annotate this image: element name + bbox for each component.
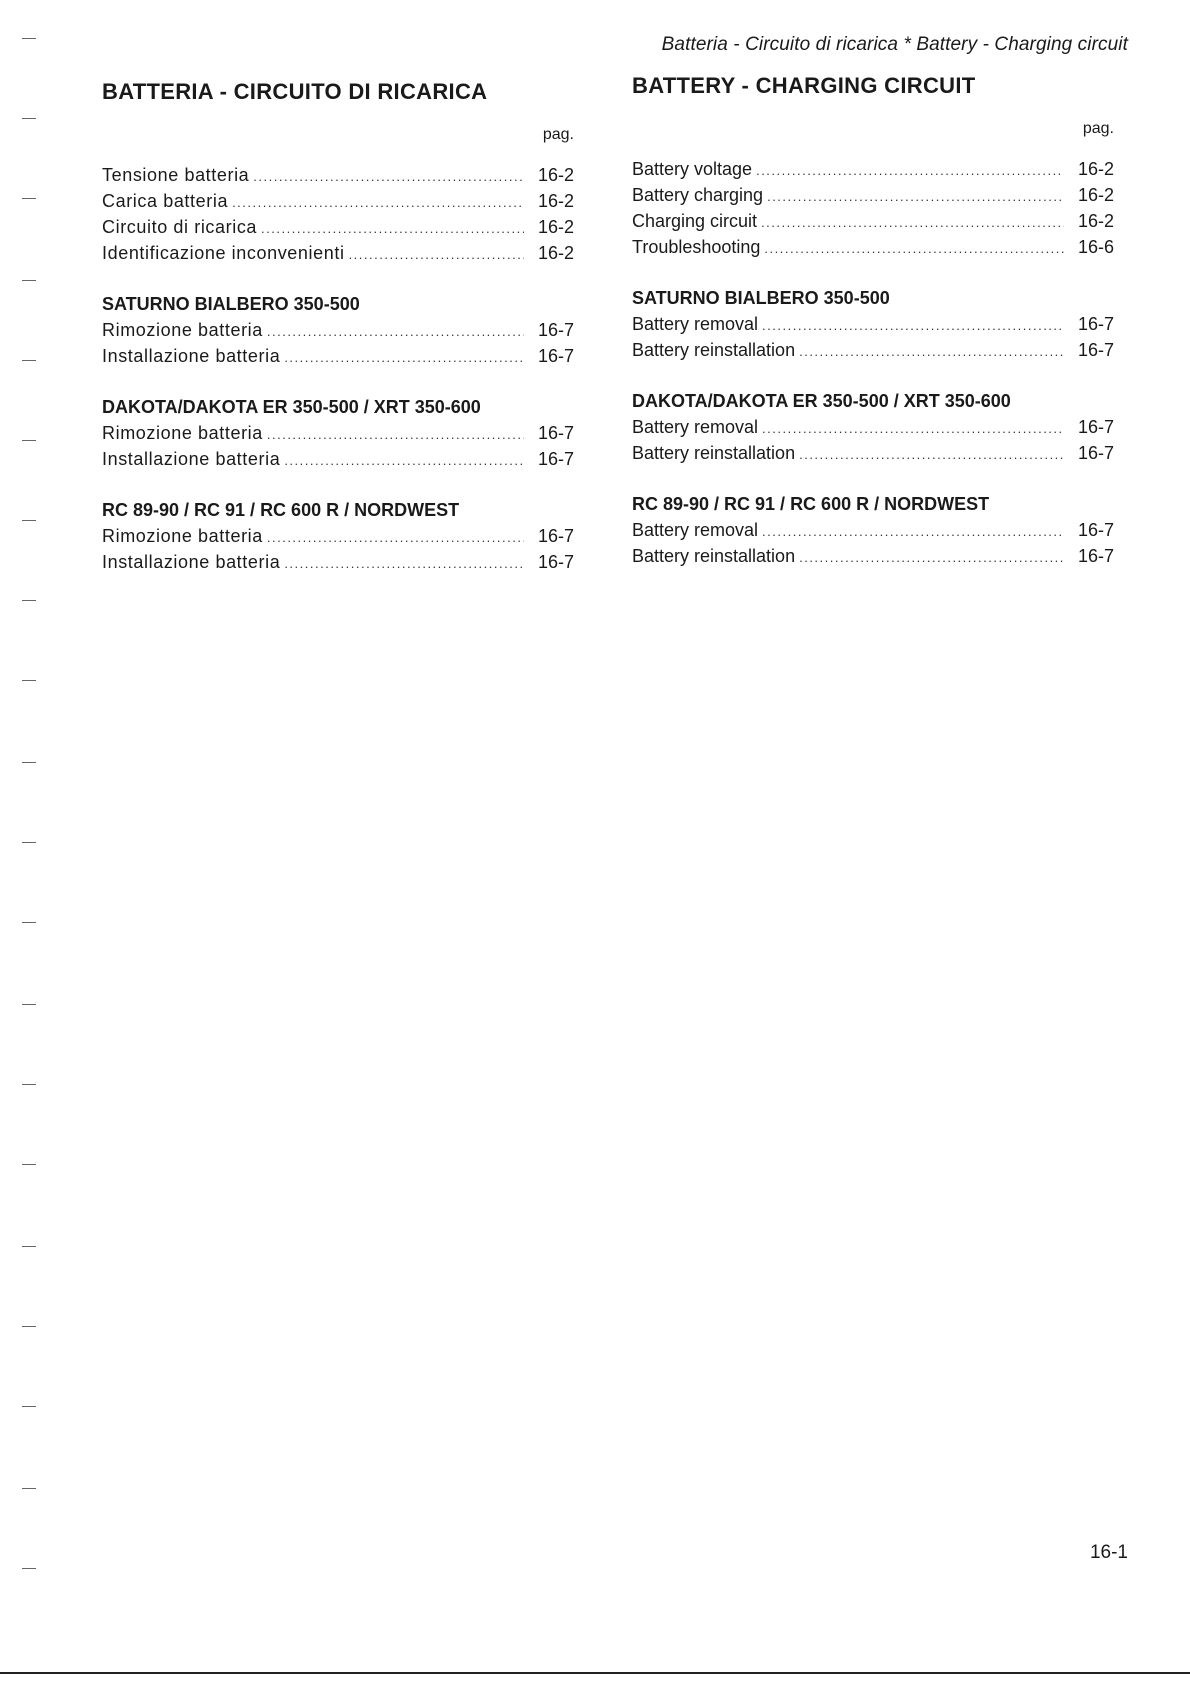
english-section-dakota	[632, 388, 1114, 466]
toc-page: 16-7	[537, 552, 574, 572]
italian-section-dakota	[102, 394, 574, 472]
leader-dots	[267, 525, 524, 551]
toc-label: Installazione batteria	[102, 552, 281, 572]
leader-dots	[764, 236, 1064, 262]
english-column	[632, 73, 1114, 594]
leader-dots	[799, 545, 1064, 571]
toc-page: 16-6	[1077, 237, 1114, 257]
toc-row[interactable]	[102, 214, 574, 240]
running-head: Batteria - Circuito di ricarica * Battery - Charging circuit	[661, 34, 1128, 55]
toc-label: Battery reinstallation	[632, 546, 796, 566]
toc-page: 16-7	[537, 320, 574, 340]
toc-page: 16-2	[537, 165, 574, 185]
toc-row[interactable]	[632, 337, 1114, 363]
leader-dots	[762, 519, 1064, 545]
toc-label: Battery removal	[632, 314, 759, 334]
toc-label: Battery reinstallation	[632, 340, 796, 360]
toc-label: Charging circuit	[632, 211, 758, 231]
italian-title: BATTERIA - CIRCUITO DI RICARICA	[102, 79, 488, 104]
toc-row[interactable]	[102, 343, 574, 369]
italian-section-general	[102, 162, 574, 266]
toc-row[interactable]	[102, 162, 574, 188]
toc-page: 16-2	[1077, 159, 1114, 179]
toc-page: 16-7	[1077, 417, 1114, 437]
leader-dots	[284, 448, 524, 474]
toc-label: Battery charging	[632, 185, 764, 205]
section-heading: RC 89-90 / RC 91 / RC 600 R / NORDWEST	[102, 500, 460, 520]
leader-dots	[253, 164, 524, 190]
toc-label: Rimozione batteria	[102, 423, 263, 443]
toc-row[interactable]	[102, 317, 574, 343]
section-heading: RC 89-90 / RC 91 / RC 600 R / NORDWEST	[632, 494, 990, 514]
toc-label: Battery removal	[632, 417, 759, 437]
toc-label: Battery removal	[632, 520, 759, 540]
leader-dots	[756, 158, 1064, 184]
english-section-general	[632, 156, 1114, 260]
section-heading: SATURNO BIALBERO 350-500	[632, 288, 890, 308]
toc-page: 16-7	[1077, 340, 1114, 360]
toc-row[interactable]	[102, 549, 574, 575]
italian-column	[102, 76, 574, 600]
toc-row[interactable]	[102, 240, 574, 266]
toc-label: Troubleshooting	[632, 237, 761, 257]
toc-label: Identificazione inconvenienti	[102, 243, 345, 263]
section-heading: DAKOTA/DAKOTA ER 350-500 / XRT 350-600	[632, 391, 1011, 411]
leader-dots	[799, 442, 1064, 468]
english-pag-label: pag.	[1082, 120, 1114, 137]
toc-label: Battery reinstallation	[632, 443, 796, 463]
toc-page: 16-7	[537, 346, 574, 366]
leader-dots	[284, 345, 524, 371]
section-heading: SATURNO BIALBERO 350-500	[102, 294, 360, 314]
toc-page: 16-7	[1077, 520, 1114, 540]
toc-page: 16-7	[537, 449, 574, 469]
toc-page: 16-2	[537, 191, 574, 211]
toc-row[interactable]	[102, 188, 574, 214]
toc-page: 16-2	[1077, 185, 1114, 205]
leader-dots	[267, 422, 524, 448]
toc-label: Tensione batteria	[102, 165, 250, 185]
toc-label: Rimozione batteria	[102, 320, 263, 340]
toc-page: 16-7	[537, 526, 574, 546]
leader-dots	[349, 242, 524, 268]
leader-dots	[761, 210, 1064, 236]
toc-page: 16-7	[1077, 546, 1114, 566]
toc-row[interactable]	[632, 440, 1114, 466]
toc-label: Installazione batteria	[102, 449, 281, 469]
toc-label: Installazione batteria	[102, 346, 281, 366]
english-section-rc	[632, 491, 1114, 569]
leader-dots	[767, 184, 1064, 210]
page-number: 16-1	[1089, 1542, 1128, 1563]
toc-row[interactable]	[632, 414, 1114, 440]
toc-row[interactable]	[102, 420, 574, 446]
toc-row[interactable]	[632, 517, 1114, 543]
toc-page: 16-2	[537, 243, 574, 263]
toc-row[interactable]	[632, 311, 1114, 337]
toc-label: Circuito di ricarica	[102, 217, 258, 237]
toc-label: Battery voltage	[632, 159, 753, 179]
toc-row[interactable]	[632, 543, 1114, 569]
leader-dots	[762, 313, 1064, 339]
english-section-saturno	[632, 285, 1114, 363]
leader-dots	[261, 216, 524, 242]
toc-page: 16-7	[537, 423, 574, 443]
leader-dots	[284, 551, 524, 577]
toc-row[interactable]	[632, 208, 1114, 234]
bottom-rule	[0, 1672, 1190, 1674]
italian-pag-label: pag.	[542, 126, 574, 143]
leader-dots	[232, 190, 524, 216]
toc-row[interactable]	[632, 156, 1114, 182]
english-title: BATTERY - CHARGING CIRCUIT	[632, 73, 976, 98]
toc-label: Rimozione batteria	[102, 526, 263, 546]
section-heading: DAKOTA/DAKOTA ER 350-500 / XRT 350-600	[102, 397, 481, 417]
toc-row[interactable]	[632, 234, 1114, 260]
leader-dots	[762, 416, 1064, 442]
leader-dots	[799, 339, 1064, 365]
toc-page: 16-7	[1077, 314, 1114, 334]
toc-page: 16-2	[537, 217, 574, 237]
italian-section-saturno	[102, 291, 574, 369]
leader-dots	[267, 319, 524, 345]
toc-row[interactable]	[102, 446, 574, 472]
toc-label: Carica batteria	[102, 191, 229, 211]
italian-section-rc	[102, 497, 574, 575]
toc-row[interactable]	[632, 182, 1114, 208]
margin-ticks	[22, 0, 42, 1684]
toc-page: 16-7	[1077, 443, 1114, 463]
toc-row[interactable]	[102, 523, 574, 549]
toc-page: 16-2	[1077, 211, 1114, 231]
